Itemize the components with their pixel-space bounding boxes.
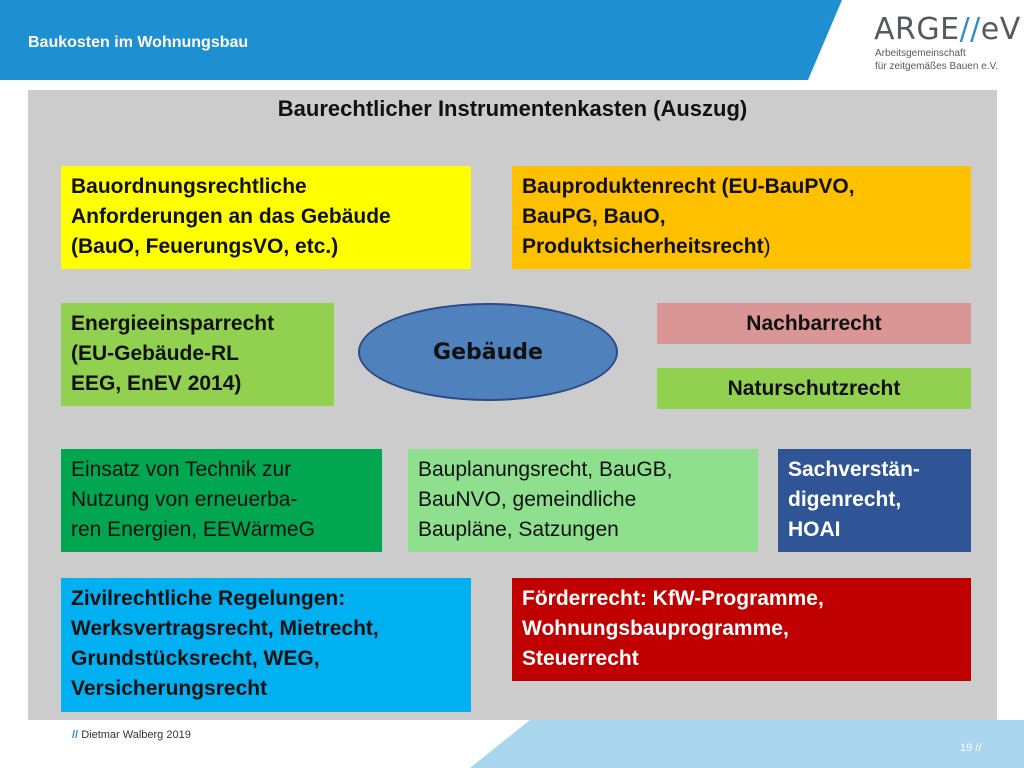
box-line: Grundstücksrecht, WEG, [71,647,320,670]
box-line [522,232,961,262]
footer-slash: // [72,729,79,741]
box-nachbarrecht: Nachbarrecht [657,303,971,344]
box-line-text: Produktsicherheitsrecht [522,235,764,258]
box-sachverstaendigenrecht [778,449,971,552]
box-line: BauPG, BauO, [522,205,666,228]
box-line: Bauordnungsrechtliche [71,175,307,198]
box-line: Zivilrechtliche Regelungen: [71,587,346,610]
box-erneuerbare-energien [61,449,382,552]
logo-text-arge: ARGE [874,12,960,47]
box-bauproduktenrecht [512,166,971,269]
box-line: BauNVO, gemeindliche [418,488,637,511]
box-line: digenrecht, [788,488,902,511]
box-line: ren Energien, EEWärmeG [71,518,315,541]
box-line: (EU-Gebäude-RL [71,342,239,365]
box-naturschutzrecht: Naturschutzrecht [657,368,971,409]
arge-logo [874,12,1021,47]
footer-author-name: Dietmar Walberg 2019 [81,729,191,741]
box-line: Energieeinsparrecht [71,312,275,335]
box-line: Förderrecht: KfW-Programme, [522,587,824,610]
box-line-tail: ) [763,235,771,258]
gebaeude-label: Gebäude [433,339,543,365]
box-line: Wohnungsbauprogramme, [522,617,789,640]
logo-subtitle-line2: für zeitgemäßes Bauen e.V. [875,61,999,72]
box-line: (BauO, FeuerungsVO, etc.) [71,235,339,258]
logo-slash: // [959,12,981,47]
box-line: EEG, EnEV 2014) [71,372,242,395]
box-line: HOAI [788,518,841,541]
box-line: Nutzung von erneuerba- [71,488,298,511]
footer-decoration [470,720,1024,768]
box-line: Sachverstän- [788,458,920,481]
box-line: Einsatz von Technik zur [71,458,292,481]
header-title: Baukosten im Wohnungsbau [28,34,249,51]
box-line: Anforderungen an das Gebäude [71,205,391,228]
box-foerderrecht [512,578,971,681]
box-line: Baupläne, Satzungen [418,518,619,541]
box-line: Bauplanungsrecht, BauGB, [418,458,673,481]
box-bauordnungsrecht [61,166,471,269]
box-line: Werksvertragsrecht, Mietrecht, [71,617,379,640]
footer-author [72,729,191,741]
box-bauplanungsrecht [408,449,758,552]
page-number: 19 // [960,742,982,754]
box-line: Bauproduktenrecht (EU-BauPVO, [522,175,855,198]
box-line: Versicherungsrecht [71,677,268,700]
box-energieeinsparrecht [61,303,334,406]
box-zivilrecht [61,578,471,712]
logo-text-ev: eV [980,12,1021,47]
panel-title: Baurechtlicher Instrumentenkasten (Auszug) [277,96,748,121]
box-line: Steuerrecht [522,647,639,670]
logo-subtitle-line1: Arbeitsgemeinschaft [875,48,966,59]
gebaeude-ellipse [358,303,618,401]
